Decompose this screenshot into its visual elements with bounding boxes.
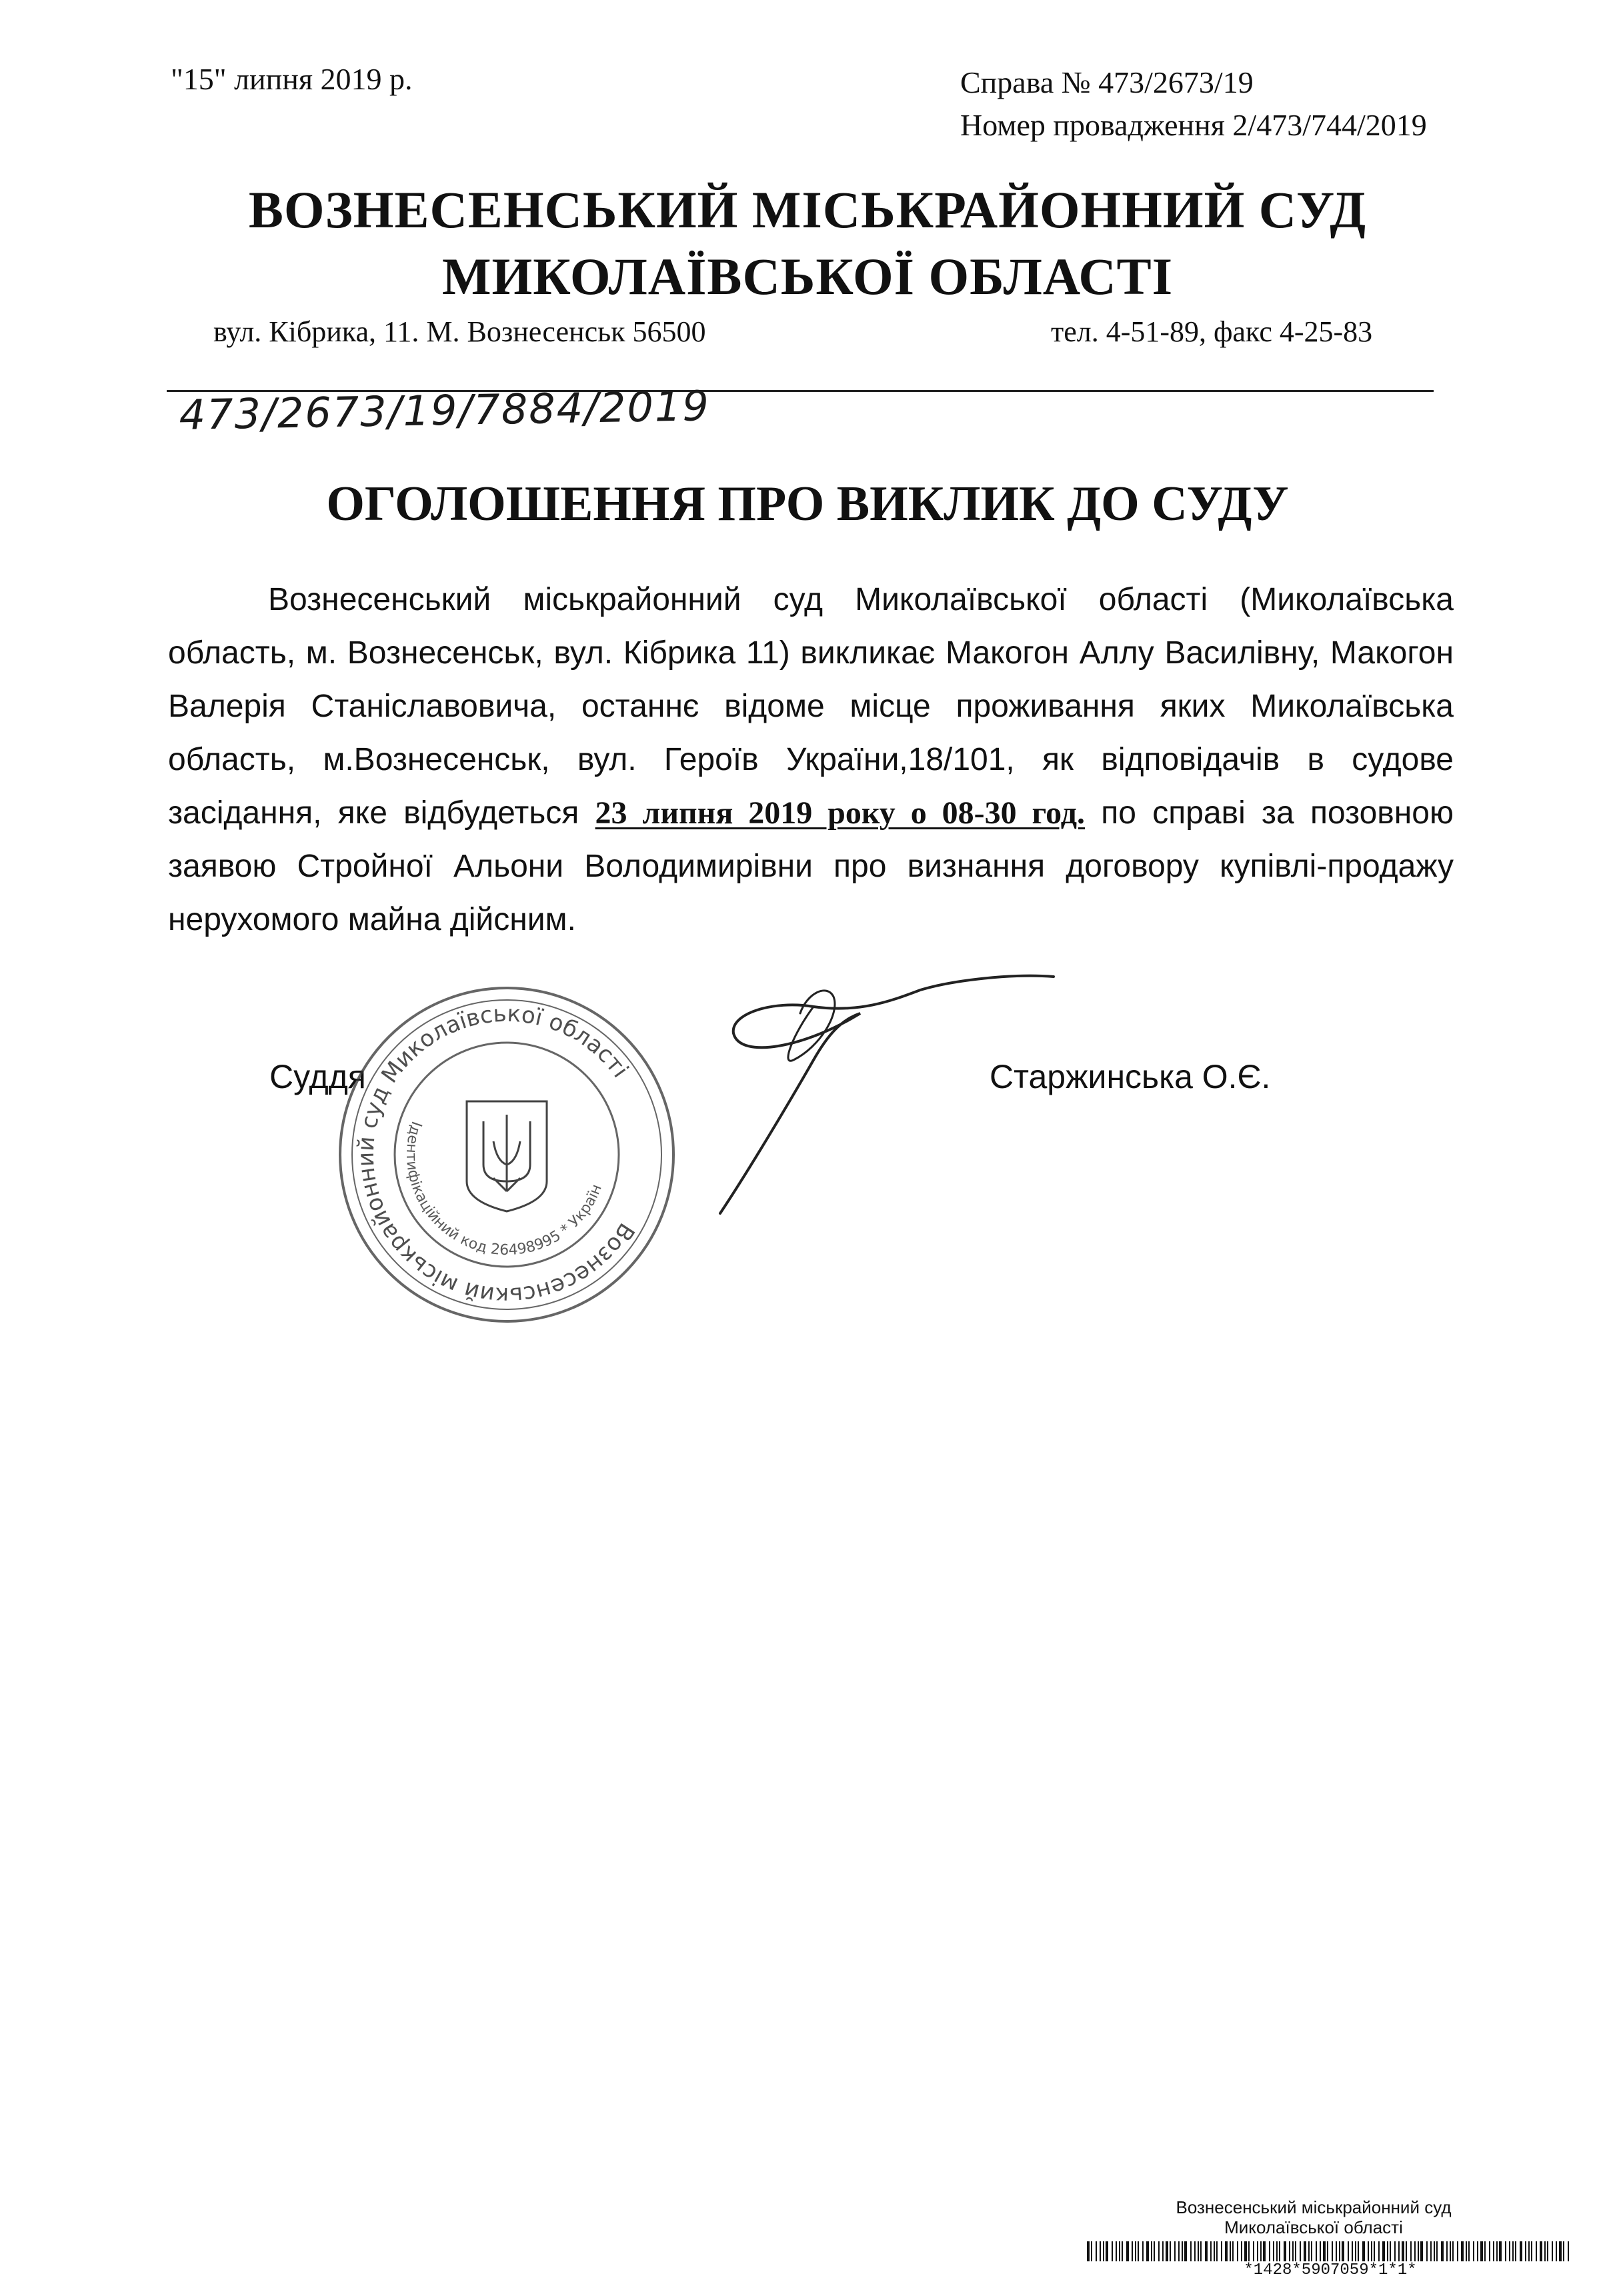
judge-label: Суддя (269, 1058, 366, 1095)
proceeding-number: Номер провадження 2/473/744/2019 (960, 108, 1427, 142)
seal-outer-text: Вознесенський міськрайонний суд Миколаївської області (352, 1000, 640, 1309)
barcode-text: *1428*5907059*1*1* (1244, 2261, 1417, 2279)
judge-name: Старжинська О.Є. (990, 1058, 1271, 1095)
footer-court-line2: Миколаївської області (1224, 2217, 1403, 2237)
case-number: Справа № 473/2673/19 (960, 65, 1254, 99)
trident-emblem-icon (467, 1101, 547, 1211)
notice-body (168, 573, 1454, 947)
court-name-line2: МИКОЛАЇВСЬКОЇ ОБЛАСТІ (441, 247, 1174, 305)
footer-court-line1: Вознесенський міськрайонний суд (1176, 2197, 1452, 2217)
notice-text-before: Вознесенський міськрайонний суд Миколаївської області (Миколаївська область, м. Вознесенськ, вул. Кібрика 11) викликає Макогон Аллу Василівну, Макогон Валерія Станіславовича, останнє відоме місце проживання яких Миколаївська область, м.Вознесенськ, вул. Героїв України,18/101, як відповідачів в судове засідання, яке відбудеться (168, 582, 1454, 831)
notice-paragraph (168, 573, 1454, 947)
case-info (960, 61, 1427, 147)
court-phones: тел. 4-51-89, факс 4-25-83 (1051, 315, 1373, 348)
court-seal-stamp (327, 975, 687, 1335)
hearing-datetime: 23 липня 2019 року о 08-30 год. (595, 795, 1086, 831)
document-date: "15" липня 2019 р. (171, 62, 413, 96)
seal-inner-text: Ідентифікаційний код 26498995 * Україна (402, 1119, 605, 1259)
judge-signature (640, 973, 1067, 1240)
footer-court-name (1067, 2197, 1560, 2237)
notice-title: ОГОЛОШЕННЯ ПРО ВИКЛИК ДО СУДУ (326, 477, 1289, 531)
court-name-line1: ВОЗНЕСЕНСЬКИЙ МІСЬКРАЙОННИЙ СУД (248, 181, 1367, 239)
document-barcode (1087, 2241, 1574, 2261)
court-address: вул. Кібрика, 11. М. Вознесенськ 56500 (213, 315, 706, 348)
handwritten-registration-number: 473/2673/19/7884/2019 (179, 381, 711, 439)
notice-text-after: по справі за позовною заявою Стройної Альони Володимирівни про визнання договору купівлі-продажу нерухомого майна дійсним. (168, 795, 1454, 937)
